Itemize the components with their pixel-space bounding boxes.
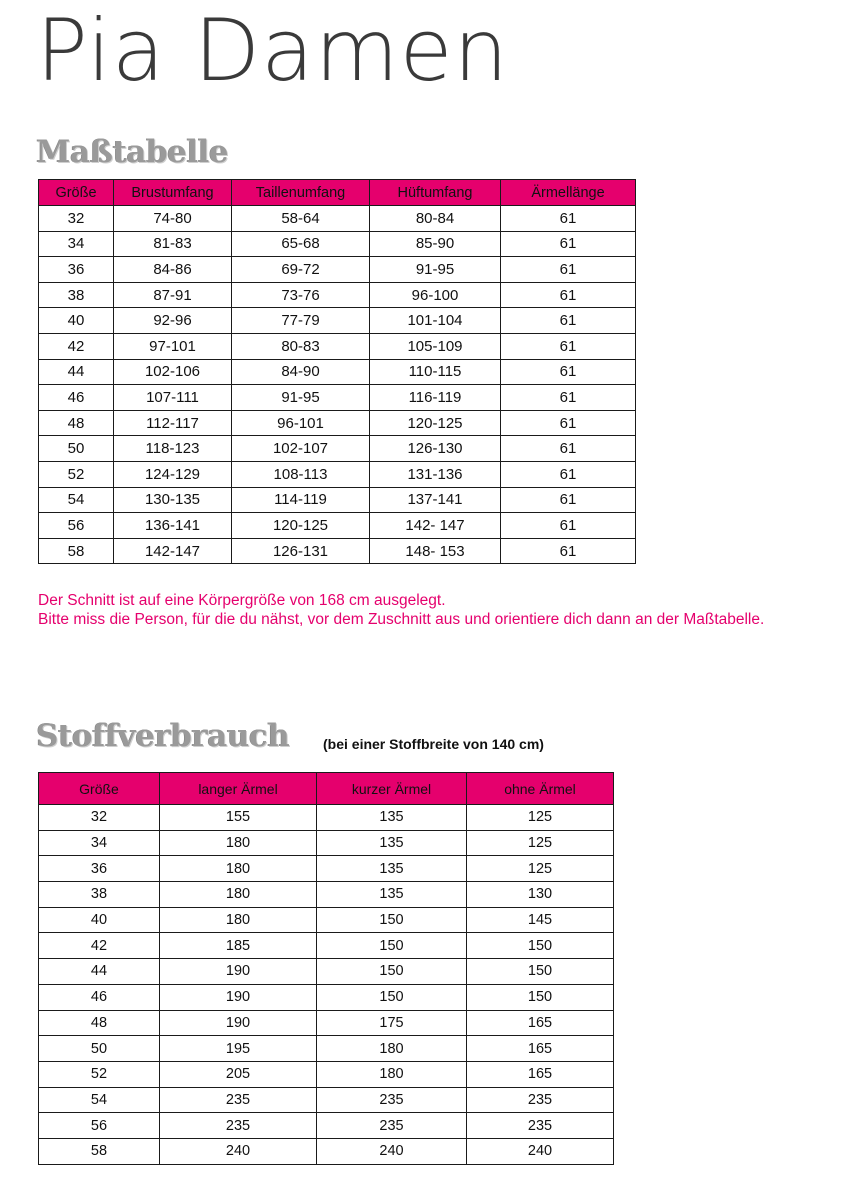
table-cell: 61 [501, 282, 636, 308]
table-row [39, 333, 636, 359]
table-cell: 105-109 [370, 333, 501, 359]
table-row [39, 436, 636, 462]
table-cell: 84-86 [114, 257, 232, 283]
table-cell: 84-90 [232, 359, 370, 385]
table-row [39, 1010, 614, 1036]
table-cell: 80-84 [370, 206, 501, 232]
table-cell: 61 [501, 385, 636, 411]
table-cell: 96-100 [370, 282, 501, 308]
table-cell: 58 [39, 1138, 160, 1164]
table-cell: 48 [39, 410, 114, 436]
table-cell: 240 [467, 1138, 614, 1164]
table-cell: 34 [39, 231, 114, 257]
table-cell: 91-95 [232, 385, 370, 411]
table-cell: 190 [160, 984, 317, 1010]
table-cell: 42 [39, 333, 114, 359]
column-header: Größe [39, 180, 114, 206]
table-cell: 81-83 [114, 231, 232, 257]
table-cell: 130 [467, 882, 614, 908]
table-cell: 195 [160, 1036, 317, 1062]
table-cell: 180 [160, 856, 317, 882]
table-cell: 40 [39, 308, 114, 334]
table-cell: 150 [467, 933, 614, 959]
table-cell: 65-68 [232, 231, 370, 257]
table-row [39, 984, 614, 1010]
column-header: ohne Ärmel [467, 773, 614, 805]
table-cell: 124-129 [114, 461, 232, 487]
table-row [39, 282, 636, 308]
table-cell: 107-111 [114, 385, 232, 411]
table-cell: 190 [160, 1010, 317, 1036]
section-heading-fabric: Stoffverbrauch [36, 718, 290, 754]
table-cell: 150 [317, 984, 467, 1010]
table-cell: 131-136 [370, 461, 501, 487]
table-cell: 126-131 [232, 538, 370, 564]
table-cell: 61 [501, 333, 636, 359]
table-cell: 180 [160, 907, 317, 933]
table-cell: 180 [317, 1036, 467, 1062]
table-cell: 61 [501, 436, 636, 462]
table-cell: 137-141 [370, 487, 501, 513]
table-cell: 145 [467, 907, 614, 933]
table-cell: 38 [39, 882, 160, 908]
table-row [39, 959, 614, 985]
table-cell: 52 [39, 1061, 160, 1087]
table-cell: 165 [467, 1010, 614, 1036]
table-cell: 32 [39, 805, 160, 831]
table-cell: 61 [501, 206, 636, 232]
table-cell: 125 [467, 856, 614, 882]
table-cell: 56 [39, 1113, 160, 1139]
table-cell: 97-101 [114, 333, 232, 359]
table-cell: 73-76 [232, 282, 370, 308]
table-row [39, 907, 614, 933]
table-cell: 150 [317, 907, 467, 933]
table-cell: 150 [317, 933, 467, 959]
table-row [39, 513, 636, 539]
table-cell: 61 [501, 461, 636, 487]
column-header: Brustumfang [114, 180, 232, 206]
table-cell: 165 [467, 1036, 614, 1062]
table-cell: 40 [39, 907, 160, 933]
table-row [39, 410, 636, 436]
measuring-instruction-note: Bitte miss die Person, für die du nähst, vor dem Zuschnitt aus und orientiere dich dann an der Maßtabelle. [38, 611, 765, 628]
table-cell: 52 [39, 461, 114, 487]
table-cell: 74-80 [114, 206, 232, 232]
table-row [39, 1087, 614, 1113]
table-cell: 36 [39, 257, 114, 283]
table-cell: 48 [39, 1010, 160, 1036]
table-cell: 80-83 [232, 333, 370, 359]
table-cell: 235 [160, 1113, 317, 1139]
table-cell: 112-117 [114, 410, 232, 436]
table-cell: 120-125 [232, 513, 370, 539]
table-cell: 118-123 [114, 436, 232, 462]
table-cell: 42 [39, 933, 160, 959]
table-row [39, 487, 636, 513]
table-cell: 150 [317, 959, 467, 985]
table-cell: 85-90 [370, 231, 501, 257]
table-cell: 96-101 [232, 410, 370, 436]
table-row [39, 1138, 614, 1164]
column-header: Ärmellänge [501, 180, 636, 206]
table-cell: 126-130 [370, 436, 501, 462]
table-cell: 69-72 [232, 257, 370, 283]
table-cell: 108-113 [232, 461, 370, 487]
table-cell: 34 [39, 830, 160, 856]
table-cell: 135 [317, 882, 467, 908]
table-cell: 61 [501, 308, 636, 334]
table-cell: 125 [467, 805, 614, 831]
table-cell: 46 [39, 984, 160, 1010]
table-cell: 142-147 [114, 538, 232, 564]
table-cell: 130-135 [114, 487, 232, 513]
table-cell: 235 [160, 1087, 317, 1113]
table-cell: 116-119 [370, 385, 501, 411]
table-cell: 61 [501, 513, 636, 539]
table-cell: 58 [39, 538, 114, 564]
fabric-width-note: (bei einer Stoffbreite von 140 cm) [323, 736, 544, 752]
table-cell: 135 [317, 805, 467, 831]
table-cell: 50 [39, 1036, 160, 1062]
table-row [39, 1061, 614, 1087]
table-cell: 56 [39, 513, 114, 539]
table-cell: 185 [160, 933, 317, 959]
table-cell: 44 [39, 359, 114, 385]
table-cell: 150 [467, 959, 614, 985]
table-row [39, 882, 614, 908]
column-header: kurzer Ärmel [317, 773, 467, 805]
table-cell: 180 [317, 1061, 467, 1087]
table-cell: 150 [467, 984, 614, 1010]
table-row [39, 359, 636, 385]
table-cell: 61 [501, 487, 636, 513]
table-row [39, 538, 636, 564]
table-cell: 36 [39, 856, 160, 882]
table-row [39, 308, 636, 334]
table-cell: 180 [160, 882, 317, 908]
table-cell: 190 [160, 959, 317, 985]
table-cell: 54 [39, 487, 114, 513]
table-cell: 114-119 [232, 487, 370, 513]
table-cell: 125 [467, 830, 614, 856]
table-cell: 61 [501, 231, 636, 257]
table-cell: 91-95 [370, 257, 501, 283]
table-cell: 235 [317, 1087, 467, 1113]
column-header: langer Ärmel [160, 773, 317, 805]
table-cell: 46 [39, 385, 114, 411]
table-cell: 32 [39, 206, 114, 232]
section-heading-measurements: Maßtabelle [36, 134, 229, 170]
table-header-row [39, 773, 614, 805]
table-cell: 77-79 [232, 308, 370, 334]
table-cell: 135 [317, 830, 467, 856]
column-header: Größe [39, 773, 160, 805]
table-cell: 205 [160, 1061, 317, 1087]
table-cell: 50 [39, 436, 114, 462]
table-cell: 175 [317, 1010, 467, 1036]
table-cell: 165 [467, 1061, 614, 1087]
table-row [39, 385, 636, 411]
table-cell: 135 [317, 856, 467, 882]
table-row [39, 856, 614, 882]
table-row [39, 1036, 614, 1062]
body-height-note: Der Schnitt ist auf eine Körpergröße von 168 cm ausgelegt. [38, 592, 446, 609]
table-cell: 38 [39, 282, 114, 308]
table-cell: 54 [39, 1087, 160, 1113]
column-header: Taillenumfang [232, 180, 370, 206]
column-header: Hüftumfang [370, 180, 501, 206]
table-cell: 148- 153 [370, 538, 501, 564]
table-cell: 102-107 [232, 436, 370, 462]
table-row [39, 257, 636, 283]
table-row [39, 231, 636, 257]
table-row [39, 461, 636, 487]
table-cell: 110-115 [370, 359, 501, 385]
table-cell: 235 [467, 1087, 614, 1113]
table-cell: 87-91 [114, 282, 232, 308]
table-cell: 136-141 [114, 513, 232, 539]
table-row [39, 1113, 614, 1139]
table-cell: 58-64 [232, 206, 370, 232]
table-cell: 102-106 [114, 359, 232, 385]
table-header-row [39, 180, 636, 206]
measurement-table [38, 179, 636, 564]
page-title: Pia Damen [36, 1, 510, 101]
table-cell: 61 [501, 538, 636, 564]
table-row [39, 830, 614, 856]
table-row [39, 206, 636, 232]
table-cell: 155 [160, 805, 317, 831]
table-cell: 142- 147 [370, 513, 501, 539]
table-cell: 240 [160, 1138, 317, 1164]
table-cell: 240 [317, 1138, 467, 1164]
table-cell: 61 [501, 359, 636, 385]
table-cell: 235 [467, 1113, 614, 1139]
table-cell: 120-125 [370, 410, 501, 436]
table-cell: 180 [160, 830, 317, 856]
table-row [39, 933, 614, 959]
fabric-usage-table [38, 772, 614, 1165]
table-cell: 235 [317, 1113, 467, 1139]
table-cell: 61 [501, 410, 636, 436]
table-cell: 44 [39, 959, 160, 985]
table-cell: 92-96 [114, 308, 232, 334]
table-cell: 101-104 [370, 308, 501, 334]
table-cell: 61 [501, 257, 636, 283]
table-row [39, 805, 614, 831]
